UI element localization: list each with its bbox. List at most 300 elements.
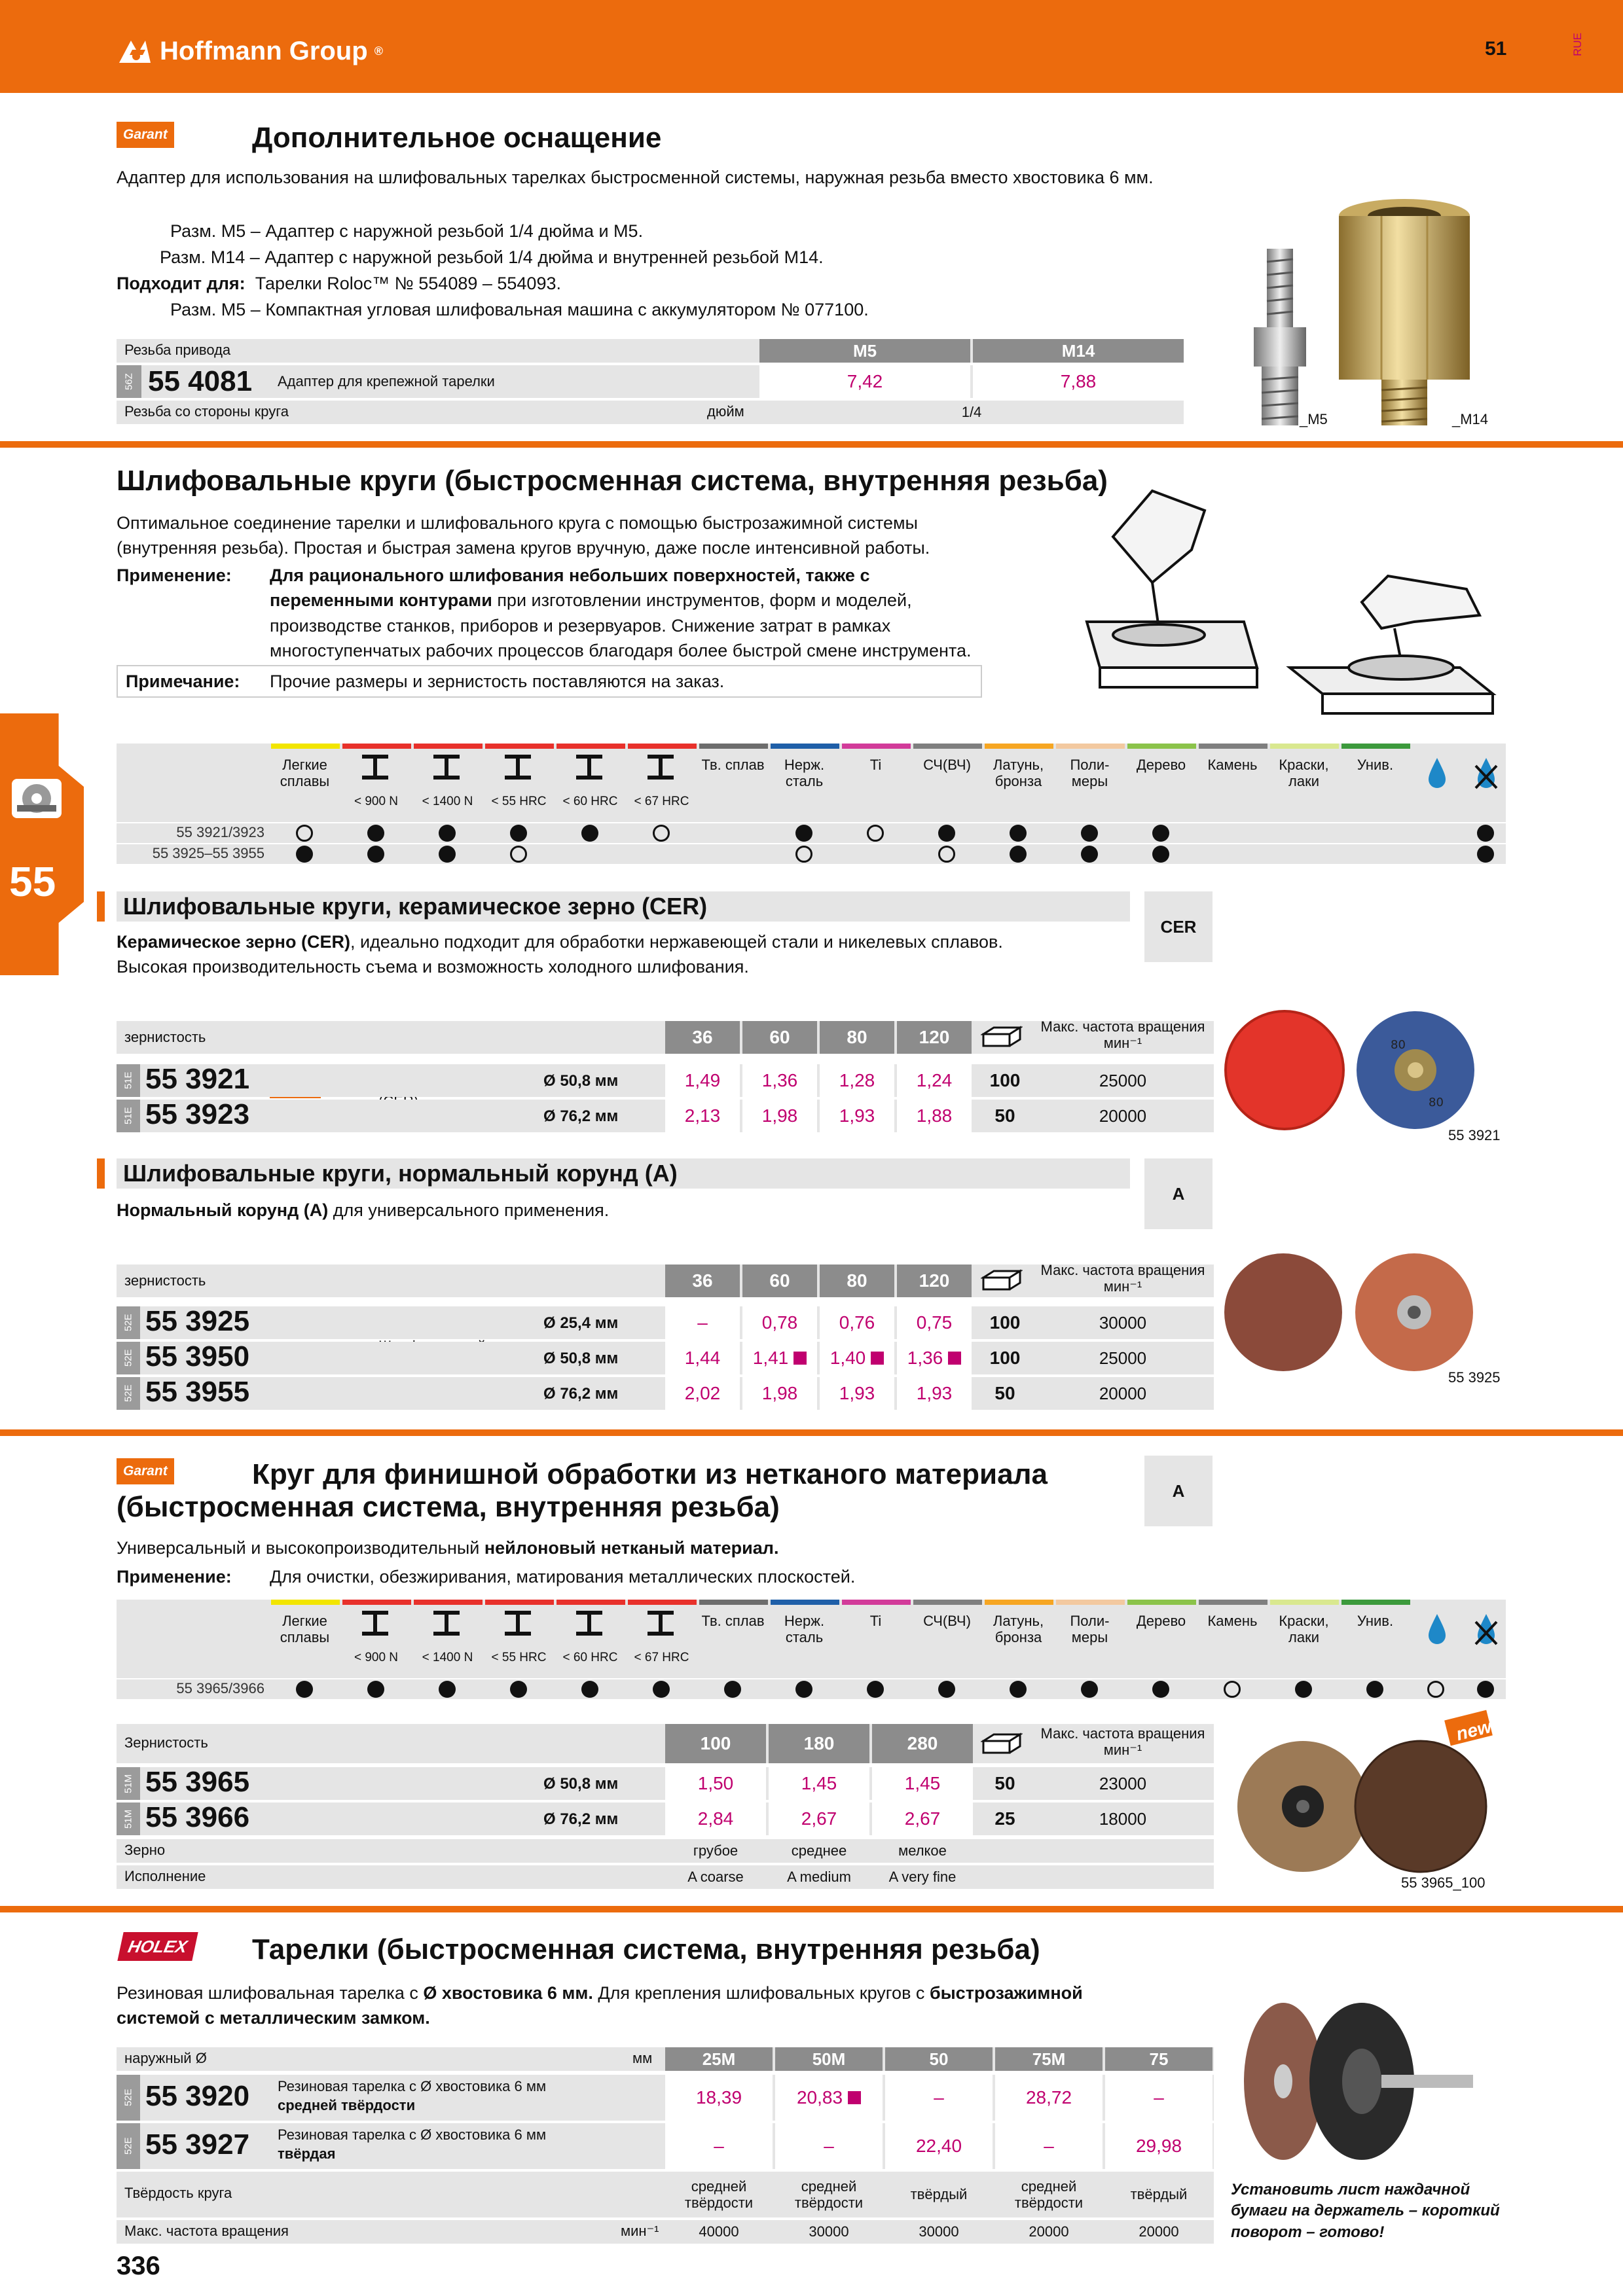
nw-app-label: Применение: [117, 1567, 232, 1587]
article-number[interactable]: 55 3950 [145, 1340, 250, 1372]
price-cell: 1,36 [742, 1064, 817, 1097]
chapter-icon [12, 779, 62, 818]
compatibility-circle [938, 846, 955, 863]
new-badge: new [1453, 1715, 1494, 1745]
material-col-label: < 55 HRC [491, 795, 547, 808]
diameter: Ø 50,8 мм [543, 1072, 619, 1090]
material-col-label: Поли- меры [1070, 1613, 1110, 1646]
col-m14: М14 [973, 339, 1184, 363]
thread-value: 1/4 [961, 404, 982, 420]
pack-icon-a [981, 1268, 1023, 1295]
material-col-label: Легкие сплавы [280, 757, 330, 790]
cer-disc-image [1219, 1008, 1481, 1132]
steel-beam-icon [361, 1610, 390, 1636]
price-cell: – [665, 1306, 740, 1339]
material-col-label: Камень [1207, 757, 1258, 773]
garant-badge: Garant [117, 122, 174, 148]
nw-image-caption: 55 3965_100 [1401, 1874, 1486, 1891]
material-color-bar [985, 1600, 1053, 1605]
compatibility-circle [867, 825, 884, 842]
material-col-label: Дерево [1136, 1613, 1186, 1629]
steel-beam-icon [646, 754, 675, 780]
material-col-label: < 900 N [354, 795, 399, 808]
chapter-number: 55 [9, 858, 56, 905]
pad-image [1231, 1990, 1480, 2173]
grit-column-head: 280 [872, 1724, 973, 1763]
a-tag: A [1144, 1158, 1213, 1229]
price-cell: 0,76 [820, 1306, 894, 1339]
steel-beam-icon [432, 754, 461, 780]
nw-title2: (быстросменная система, внутренняя резьба) [117, 1491, 780, 1523]
grit-column-head: 60 [742, 1021, 817, 1054]
material-color-bar [1199, 1600, 1267, 1605]
material-col-label: Нерж. сталь [784, 757, 825, 790]
pad-rpm-unit: мин⁻¹ [621, 2223, 659, 2239]
material-color-bar [556, 1600, 625, 1605]
nw-grit-label: Зернистость [124, 1734, 208, 1751]
article-number-554081[interactable]: 55 4081 [148, 365, 253, 397]
price-cell: 1,98 [742, 1100, 817, 1132]
material-col-label: Поли- меры [1070, 757, 1110, 790]
rpm-value: 20000 [1139, 2223, 1179, 2240]
article-prefix: 52E [117, 1306, 140, 1339]
compatibility-dot [1010, 825, 1027, 842]
max-rpm: 20000 [1099, 1105, 1147, 1126]
price-cell: – [995, 2123, 1103, 2169]
pad-column-head: 50 [885, 2047, 993, 2071]
compatibility-dot [795, 825, 812, 842]
material-color-bar [628, 1600, 697, 1605]
pack-qty: 100 [989, 1070, 1021, 1090]
price-cell: 20,83 [775, 2075, 883, 2121]
material-col-label: < 1400 N [422, 1651, 473, 1664]
cer-rpm-label: Макс. частота вращения мин⁻¹ [1040, 1018, 1205, 1052]
price-cell: 1,24 [897, 1064, 972, 1097]
material-col-label: < 67 HRC [634, 1651, 689, 1664]
cer-grit-label: зернистость [124, 1029, 206, 1045]
compatibility-dot [296, 846, 313, 863]
material-col-label: Тв. сплав [701, 757, 765, 773]
compatibility-circle [1224, 1681, 1241, 1698]
price-cell: 1,88 [897, 1100, 972, 1132]
price-cell: 1,45 [769, 1767, 869, 1800]
a-desc: Нормальный корунд (A) для универсального применения. [117, 1200, 610, 1220]
col-m5: М5 [759, 339, 970, 363]
compatibility-dot [1477, 846, 1494, 863]
cer-desc: Керамическое зерно (CER), идеально подходит для обработки нержавеющей стали и никелевых сплавов. Высокая производительность съема и возможность холодного шлифования. [117, 932, 1003, 977]
steel-beam-icon [361, 754, 390, 780]
article-number[interactable]: 55 3927 [145, 2128, 250, 2161]
material-col-label: Легкие сплавы [280, 1613, 330, 1646]
pad-column-head: 75 [1105, 2047, 1213, 2071]
price-cell: 2,02 [665, 1377, 740, 1410]
application-text: Для рационального шлифования небольших поверхностей, также с переменными контурами при изготовлении инструментов, форм и моделей, производстве станков, приборов и резервуаров. Снижение затрат в рамках многоступенчатых рабочих процессов благодаря более быстрой смене инструмента. [270, 565, 972, 660]
compatibility-dot [1010, 1681, 1027, 1698]
side-code: RUE [1571, 33, 1584, 56]
material-color-bar [913, 1600, 982, 1605]
price-cell: 28,72 [995, 2075, 1103, 2121]
price-cell: 1,36 [897, 1342, 972, 1374]
grinding-illustration [1074, 471, 1506, 733]
diameter: Ø 50,8 мм [543, 1775, 619, 1793]
nw-grain-label: Зерно [124, 1842, 166, 1858]
material-col-label: Ti [869, 1613, 882, 1629]
article-prefix: 51E [117, 1100, 140, 1132]
hoffmann-logo-icon [117, 37, 153, 65]
material-col-label: Латунь, бронза [993, 1613, 1044, 1646]
a-image-caption: 55 3925 [1448, 1369, 1501, 1386]
compatibility-dot [581, 1681, 598, 1698]
material-col-label: Тв. сплав [701, 1613, 765, 1629]
max-rpm: 30000 [1099, 1312, 1147, 1333]
price-cell: 2,67 [872, 1803, 973, 1835]
material-color-bar [699, 744, 768, 749]
max-rpm: 25000 [1099, 1070, 1147, 1090]
compatibility-dot [795, 1681, 812, 1698]
pad-hardness-label: Твёрдость круга [124, 2185, 232, 2201]
compatibility-dot [581, 825, 598, 842]
price-cell: 1,44 [665, 1342, 740, 1374]
coolant-drop-icon [1426, 757, 1448, 789]
thread-unit: дюйм [707, 403, 744, 420]
material-color-bar [913, 744, 982, 749]
pad-title: Тарелки (быстросменная система, внутренняя резьба) [252, 1933, 1040, 1965]
price-cell: 18,39 [665, 2075, 773, 2121]
price-cell: – [775, 2123, 883, 2169]
grain-value: среднее [791, 1842, 847, 1859]
nw-mat-label[interactable]: 55 3965/3966 [176, 1680, 264, 1696]
note-label: Примечание: [126, 672, 240, 691]
price-cell: 0,75 [897, 1306, 972, 1339]
adapter-line1: Разм. М5 – Адаптер с наружной резьбой 1/4 дюйма и М5. [170, 221, 644, 241]
diameter: Ø 25,4 мм [543, 1314, 619, 1332]
dry-grinding-icon [1473, 757, 1499, 789]
separator-3 [0, 1906, 1623, 1912]
compatibility-dot [1152, 846, 1169, 863]
hardness-value: средней твёрдости [794, 2178, 864, 2211]
compatibility-dot [724, 1681, 741, 1698]
grit-column-head: 80 [820, 1265, 894, 1297]
article-number[interactable]: 55 3925 [145, 1305, 250, 1337]
compatibility-dot [510, 825, 527, 842]
price-cell: 2,67 [769, 1803, 869, 1835]
material-col-label: Унив. [1357, 757, 1394, 773]
price-cell: 1,41 [742, 1342, 817, 1374]
steel-beam-icon [503, 754, 532, 780]
execution-value: A medium [787, 1869, 851, 1885]
new-price-marker [871, 1352, 884, 1365]
brand-name: Hoffmann Group [160, 36, 368, 65]
compatibility-dot [510, 1681, 527, 1698]
article-prefix: 51M [117, 1767, 140, 1800]
cer-tag: CER [1144, 891, 1213, 962]
new-price-marker [948, 1352, 961, 1365]
price-cell: 1,40 [820, 1342, 894, 1374]
material-col-label: Краски, лаки [1279, 757, 1329, 790]
material-col-label: Нерж. сталь [784, 1613, 825, 1646]
nw-disc-image [1231, 1708, 1493, 1878]
price-cell: 1,93 [897, 1377, 972, 1410]
compatibility-dot [938, 825, 955, 842]
section-title-adapter: Дополнительное оснащение [252, 122, 662, 154]
compatibility-dot [1152, 825, 1169, 842]
compatibility-dot [439, 825, 456, 842]
a-title: Шлифовальные круги, нормальный корунд (A) [123, 1160, 678, 1187]
compatibility-dot [367, 825, 384, 842]
grain-value: мелкое [898, 1842, 947, 1859]
compatibility-dot [1081, 1681, 1098, 1698]
compatibility-dot [367, 846, 384, 863]
hardness-value: средней твёрдости [1014, 2178, 1084, 2211]
diameter: Ø 50,8 мм [543, 1350, 619, 1367]
material-color-bar [271, 1600, 340, 1605]
compatibility-circle [653, 825, 670, 842]
price-cell: 0,78 [742, 1306, 817, 1339]
pad-column-head: 75M [995, 2047, 1103, 2071]
adapter-line3: Подходит для: Тарелки Roloc™ № 554089 – 554093. [117, 274, 561, 293]
mat-row1-label[interactable]: 55 3921/3923 [176, 824, 264, 840]
compatibility-circle [296, 825, 313, 842]
steel-beam-icon [575, 1610, 604, 1636]
material-color-bar [985, 744, 1053, 749]
material-col-label: Ti [869, 757, 882, 773]
article-prefix: 51M [117, 1803, 140, 1835]
material-col-label: < 900 N [354, 1651, 399, 1664]
pad-rpm-label: Макс. частота вращения [124, 2223, 289, 2239]
chapter-tab[interactable] [0, 713, 84, 975]
pack-qty: 50 [994, 1105, 1015, 1126]
steel-beam-icon [646, 1610, 675, 1636]
max-rpm: 20000 [1099, 1383, 1147, 1403]
max-rpm: 18000 [1099, 1808, 1147, 1829]
material-col-label: < 55 HRC [491, 1651, 547, 1664]
nw-title1: Круг для финишной обработки из нетканого материала [252, 1458, 1048, 1490]
rpm-value: 20000 [1029, 2223, 1069, 2240]
separator-2 [0, 1429, 1623, 1436]
material-color-bar [1127, 744, 1196, 749]
material-color-bar [771, 1600, 839, 1605]
svg-text:80: 80 [1391, 1038, 1406, 1052]
adapter-intro: Адаптер для использования на шлифовальных тарелках быстросменной системы, наружная резьба вместо хвостовика 6 мм. [117, 168, 1154, 187]
rpm-value: 40000 [699, 2223, 739, 2240]
pack-qty: 100 [989, 1312, 1021, 1333]
max-rpm: 23000 [1099, 1773, 1147, 1793]
pack-qty: 25 [994, 1808, 1015, 1829]
hardness-value: средней твёрдости [684, 2178, 754, 2211]
price-cell: 22,40 [885, 2123, 993, 2169]
nw-app-text: Для очистки, обезжиривания, матирования металлических плоскостей. [270, 1567, 856, 1587]
diameter: Ø 76,2 мм [543, 1385, 619, 1403]
pack-icon-nw [981, 1732, 1023, 1759]
material-col-label: < 60 HRC [562, 1651, 618, 1664]
compatibility-dot [1010, 846, 1027, 863]
compatibility-dot [296, 1681, 313, 1698]
material-color-bar [1199, 744, 1267, 749]
material-color-bar [842, 1600, 911, 1605]
pad-column-head: 25M [665, 2047, 773, 2071]
adapter-m14-image [1336, 196, 1473, 432]
dry-grinding-icon [1473, 1613, 1499, 1645]
article-number[interactable]: 55 3920 [145, 2080, 250, 2112]
material-color-bar [485, 744, 554, 749]
pad-column-head: 50M [775, 2047, 883, 2071]
discs-intro1: Оптимальное соединение тарелки и шлифовального круга с помощью быстрозажимной системы [117, 513, 918, 533]
adapter-head-label: Резьба привода [124, 342, 231, 358]
pack-qty: 50 [994, 1383, 1015, 1403]
diameter: Ø 76,2 мм [543, 1810, 619, 1828]
nw-garant-badge: Garant [117, 1458, 174, 1484]
compatibility-dot [938, 1681, 955, 1698]
grit-column-head: 80 [820, 1021, 894, 1054]
compatibility-dot [439, 846, 456, 863]
material-color-bar [699, 1600, 768, 1605]
article-prefix: 52E [117, 1342, 140, 1374]
price-m14: 7,88 [973, 365, 1184, 398]
compatibility-dot [1081, 846, 1098, 863]
compatibility-dot [653, 1681, 670, 1698]
compatibility-dot [367, 1681, 384, 1698]
article-prefix: 52E [117, 2123, 140, 2169]
nw-tag: A [1144, 1456, 1213, 1526]
material-color-bar [414, 744, 483, 749]
price-cell: 1,28 [820, 1064, 894, 1097]
cer-image-caption: 55 3921 [1448, 1127, 1501, 1143]
caption-m14: _M14 [1452, 411, 1489, 427]
grit-column-head: 60 [742, 1265, 817, 1297]
material-color-bar [628, 744, 697, 749]
compatibility-circle [1427, 1681, 1444, 1698]
steel-beam-icon [432, 1610, 461, 1636]
compatibility-dot [1152, 1681, 1169, 1698]
price-cell: 29,98 [1105, 2123, 1213, 2169]
article-prefix: 52E [117, 2075, 140, 2121]
article-number[interactable]: 55 3965 [145, 1766, 250, 1798]
article-prefix: 56Z [117, 365, 141, 398]
execution-value: A coarse [687, 1869, 744, 1885]
compatibility-circle [795, 846, 812, 863]
article-number[interactable]: 55 3923 [145, 1098, 250, 1130]
svg-text:80: 80 [1429, 1096, 1444, 1109]
material-color-bar [414, 1600, 483, 1605]
material-col-label: < 1400 N [422, 795, 473, 808]
material-color-bar [1341, 744, 1410, 749]
hoffmann-logo[interactable]: Hoffmann Group ® [117, 31, 383, 71]
material-color-bar [1270, 1600, 1339, 1605]
new-price-marker [848, 2091, 861, 2104]
pad-desc: Резиновая шлифовальная тарелка с Ø хвостовика 6 мм. Для крепления шлифовальных кругов с быстрозажимной системой с металлическим замком. [117, 1983, 1083, 2028]
new-price-marker [793, 1352, 807, 1365]
separator-1 [0, 441, 1623, 448]
pad-caption: Установить лист наждачной бумаги на держатель – короткий поворот – готово! [1231, 2181, 1500, 2241]
article-prefix: 51E [117, 1064, 140, 1097]
compatibility-dot [1477, 825, 1494, 842]
compatibility-dot [867, 1681, 884, 1698]
price-cell: 2,13 [665, 1100, 740, 1132]
price-cell: 1,45 [872, 1767, 973, 1800]
material-color-bar [842, 744, 911, 749]
material-col-label: Унив. [1357, 1613, 1394, 1629]
nw-exec-label: Исполнение [124, 1868, 206, 1884]
a-grit-label: зернистость [124, 1272, 206, 1289]
material-col-label: Дерево [1136, 757, 1186, 773]
a-disc-image [1218, 1250, 1480, 1374]
adapter-m5-image [1241, 249, 1319, 432]
grit-column-head: 120 [897, 1021, 972, 1054]
price-cell: – [1105, 2075, 1213, 2121]
price-cell: 1,49 [665, 1064, 740, 1097]
material-col-label: < 60 HRC [562, 795, 618, 808]
steel-beam-icon [503, 1610, 532, 1636]
article-prefix: 52E [117, 1377, 140, 1410]
hardness-value: твёрдый [910, 2186, 968, 2203]
pad-holex-badge: HOLEX [120, 1932, 195, 1961]
cer-title: Шлифовальные круги, керамическое зерно (CER) [123, 893, 708, 920]
nw-desc: Универсальный и высокопроизводительный нейлоновый нетканый материал. [117, 1538, 779, 1558]
material-col-label: СЧ(ВЧ) [923, 757, 971, 773]
material-col-label: < 67 HRC [634, 795, 689, 808]
adapter-desc: Адаптер для крепежной тарелки [278, 373, 495, 389]
material-col-label: Латунь, бронза [993, 757, 1044, 790]
material-color-bar [1056, 744, 1125, 749]
grit-column-head: 100 [665, 1724, 766, 1763]
discs-intro2: (внутренняя резьба). Простая и быстрая замена кругов вручную, даже после интенсивной работы. [117, 538, 930, 558]
grain-value: грубое [693, 1842, 739, 1859]
page-number: 336 [117, 2251, 160, 2280]
adapter-line2: Разм. М14 – Адаптер с наружной резьбой 1/4 дюйма и внутренней резьбой М14. [160, 247, 824, 267]
top-page-number: 51 [1485, 38, 1507, 60]
compatibility-circle [510, 846, 527, 863]
mat-row2-label[interactable]: 55 3925–55 3955 [152, 845, 264, 861]
execution-value: A very fine [888, 1869, 957, 1885]
compatibility-dot [439, 1681, 456, 1698]
caption-m5: _M5 [1300, 411, 1328, 427]
price-cell: – [665, 2123, 773, 2169]
compatibility-dot [1081, 825, 1098, 842]
material-color-bar [485, 1600, 554, 1605]
pack-qty: 50 [994, 1773, 1015, 1793]
article-number[interactable]: 55 3955 [145, 1376, 250, 1408]
price-m5: 7,42 [759, 365, 970, 398]
material-color-bar [771, 744, 839, 749]
hardness-value: твёрдый [1130, 2186, 1188, 2203]
price-cell: 2,84 [665, 1803, 766, 1835]
pad-desc: Резиновая тарелка с Ø хвостовика 6 мм твёрдая [278, 2126, 547, 2162]
grit-column-head: 120 [897, 1265, 972, 1297]
compatibility-dot [1366, 1681, 1383, 1698]
price-cell: 1,93 [820, 1377, 894, 1410]
article-number[interactable]: 55 3966 [145, 1801, 250, 1833]
nw-rpm-label: Макс. частота вращения мин⁻¹ [1040, 1725, 1205, 1759]
material-color-bar [1270, 744, 1339, 749]
adapter-line4: Разм. М5 – Компактная угловая шлифовальная машина с аккумулятором № 077100. [170, 300, 869, 319]
material-color-bar [271, 744, 340, 749]
price-cell: – [885, 2075, 993, 2121]
section-title-discs: Шлифовальные круги (быстросменная система, внутренняя резьба) [117, 465, 1108, 497]
a-rpm-label: Макс. частота вращения мин⁻¹ [1040, 1262, 1205, 1295]
price-cell: 1,98 [742, 1377, 817, 1410]
material-color-bar [1127, 1600, 1196, 1605]
pad-head-label: наружный Ø [124, 2050, 207, 2066]
pad-head-unit: мм [632, 2050, 653, 2066]
thread-label: Резьба со стороны круга [124, 403, 289, 420]
material-color-bar [1341, 1600, 1410, 1605]
coolant-drop-icon [1426, 1613, 1448, 1645]
price-cell: 1,50 [665, 1767, 766, 1800]
article-number[interactable]: 55 3921 [145, 1063, 250, 1095]
application-label: Применение: [117, 565, 232, 585]
grit-column-head: 180 [769, 1724, 869, 1763]
price-cell: 1,93 [820, 1100, 894, 1132]
